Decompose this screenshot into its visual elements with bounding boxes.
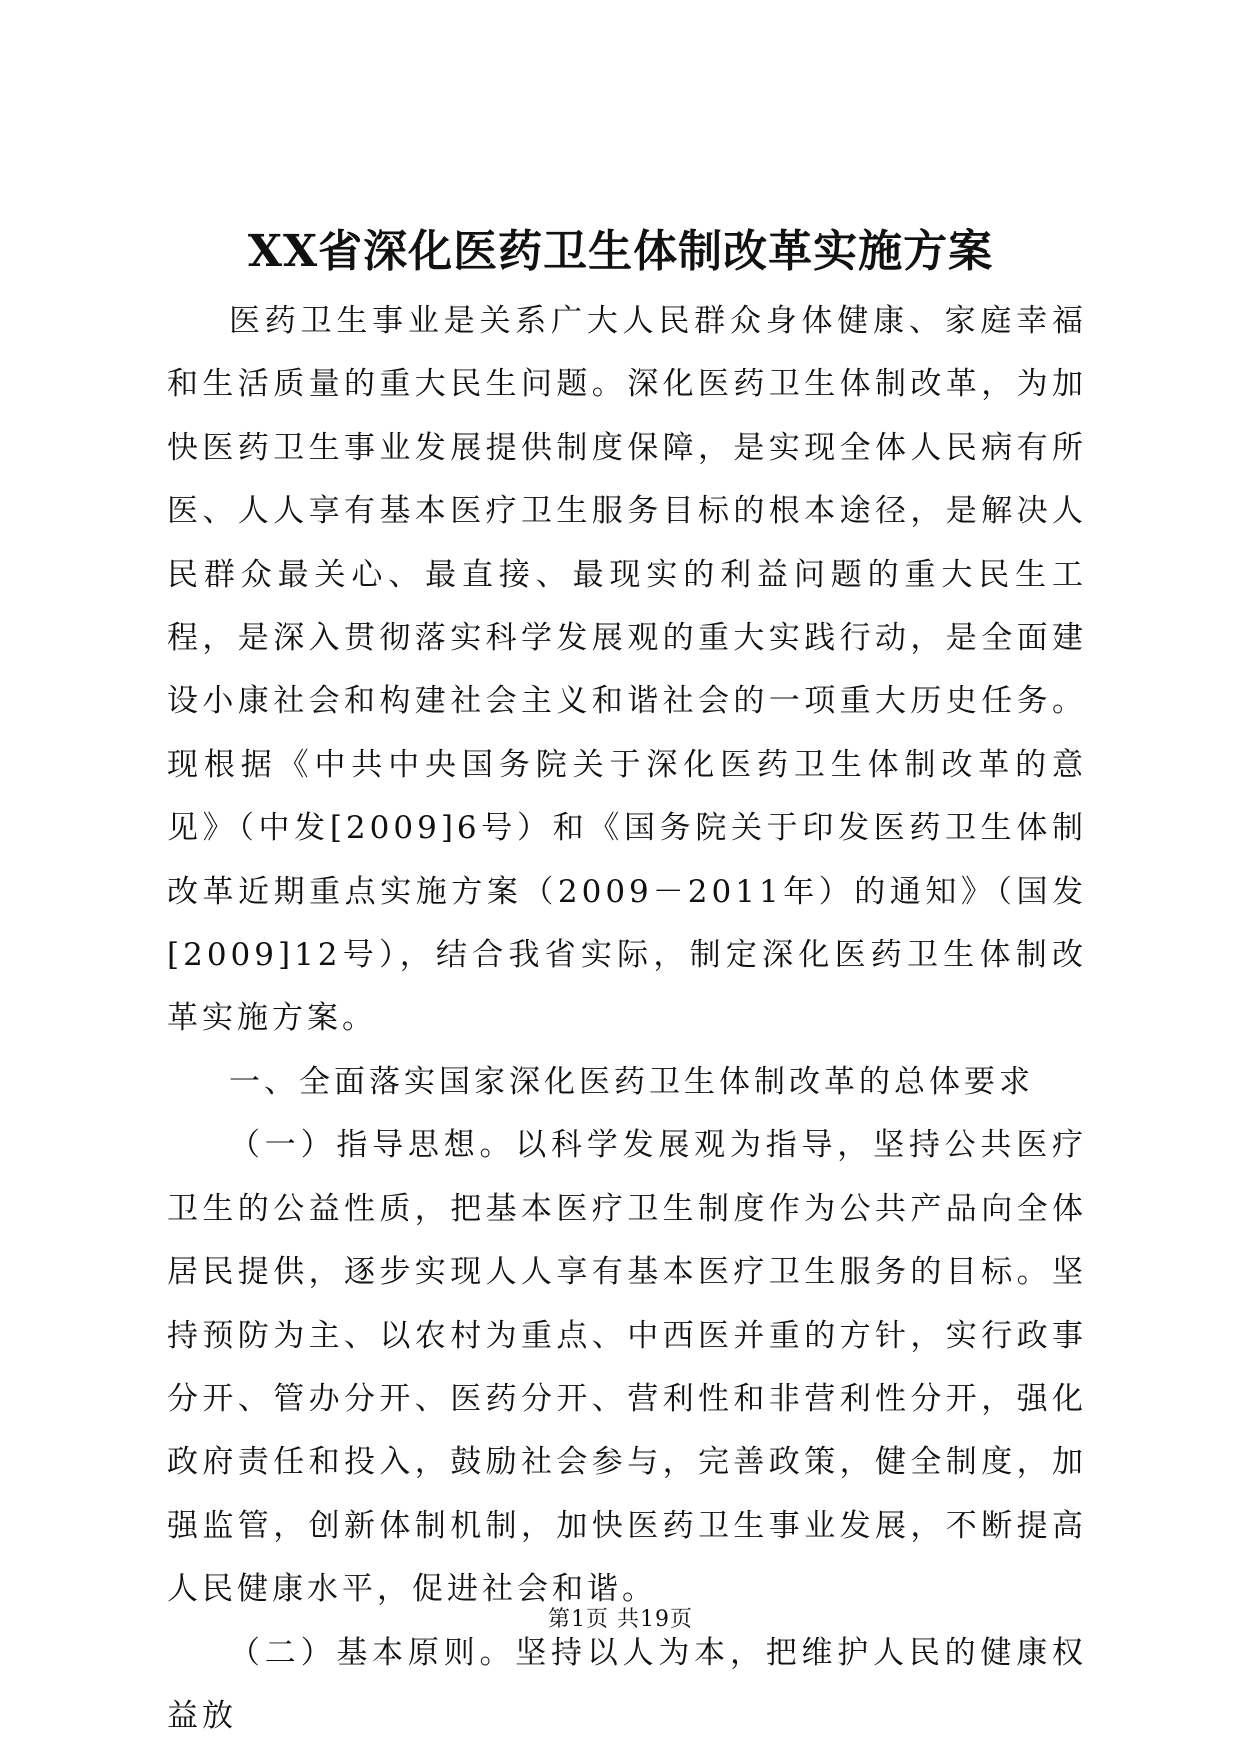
paragraph-intro: 医药卫生事业是关系广大人民群众身体健康、家庭幸福和生活质量的重大民生问题。深化医药卫生体制改革，为加快医药卫生事业发展提供制度保障，是实现全体人民病有所医、人人享有基本医疗卫生服务目标的根本途径，是解决人民群众最关心、最直接、最现实的利益问题的重大民生工程，是深入贯彻落实科学发展观的重大实践行动，是全面建设小康社会和构建社会主义和谐社会的一项重大历史任务。现根据《中共中央国务院关于深化医药卫生体制改革的意见》（中发[2009]6号）和《国务院关于印发医药卫生体制改革近期重点实施方案（2009－2011年）的通知》（国发[2009]12号），结合我省实际，制定深化医药卫生体制改革实施方案。 xyxy=(167,303,1087,1037)
section-heading: 一、全面落实国家深化医药卫生体制改革的总体要求 xyxy=(229,1063,1034,1100)
document-title: XX省深化医药卫生体制改革实施方案 xyxy=(247,226,994,277)
document-body xyxy=(167,290,1087,1748)
page-number-footer: 第1页 共19页 xyxy=(548,1607,693,1632)
paragraph-basic-principles: （二）基本原则。坚持以人为本，把维护人民的健康权益放 xyxy=(167,1634,1087,1734)
paragraph-guiding-ideology: （一）指导思想。以科学发展观为指导，坚持公共医疗卫生的公益性质，把基本医疗卫生制度作为公共产品向全体居民提供，逐步实现人人享有基本医疗卫生服务的目标。坚持预防为主、以农村为重点、中西医并重的方针，实行政事分开、管办分开、医药分开、营利性和非营利性分开，强化政府责任和投入，鼓励社会参与，完善政策，健全制度，加强监管，创新体制机制，加快医药卫生事业发展，不断提高人民健康水平，促进社会和谐。 xyxy=(167,1127,1087,1608)
